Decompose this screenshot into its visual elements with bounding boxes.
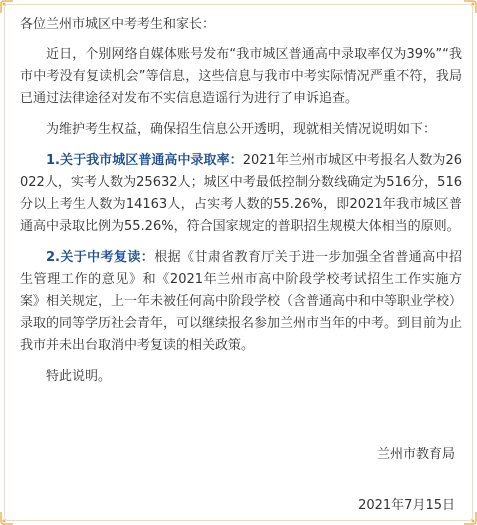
paragraph [20, 366, 462, 388]
signature: 兰州市教育局 [376, 447, 455, 462]
date: 2021年7月15日 [358, 498, 455, 513]
paragraph-lead: 2.关于中考复读： [46, 250, 155, 265]
paragraph-text: 根据《甘肃省教育厅关于进一步加强全省普通高中招生管理工作的意见》和《2021年兰州市高中阶段学校考试招生工作实施方案》相关规定，上一年未被任何高中阶段学校（含普通高中和中等职业学校）录取的同等学历社会青年，可以继续报名参加兰州市当年的中考。到目前为止我市并未出台取消中考复读的相关政策。 [20, 250, 463, 353]
notice-body [20, 14, 462, 397]
corner-ornament-icon [463, 0, 477, 14]
paragraph [20, 119, 462, 141]
paragraph [20, 150, 462, 238]
paragraph-text: 近日，个别网络自媒体账号发布“我市城区普通高中录取率仅为39%”“我市中考没有复读机会”等信息，这些信息与我市中考实际情况严重不符，我局已通过法律途径对发布不实信息造谣行为进行了申诉追查。 [20, 47, 462, 106]
paragraph-lead: 1.关于我市城区普通高中录取率： [46, 153, 243, 168]
paragraph-text: 为维护考生权益，确保招生信息公开透明，现就相关情况说明如下： [46, 122, 437, 137]
paragraph [20, 44, 462, 110]
paragraph [20, 247, 462, 357]
corner-ornament-icon [463, 511, 477, 525]
paragraph-text: 特此说明。 [46, 369, 112, 384]
corner-ornament-icon [0, 0, 14, 14]
corner-ornament-icon [0, 511, 14, 525]
paragraph-text: 2021年兰州市城区中考报名人数为26022人，实考人数为25632人；城区中考最低控制分数线确定为516分，516分以上考生人数为14163人，占实考人数的55.26%，即2021年我市城区普通高中录取比例为55.26%，符合国家规定的普职招生规模大体相当的原则。 [20, 153, 462, 234]
salutation: 各位兰州市城区中考考生和家长： [20, 17, 216, 32]
